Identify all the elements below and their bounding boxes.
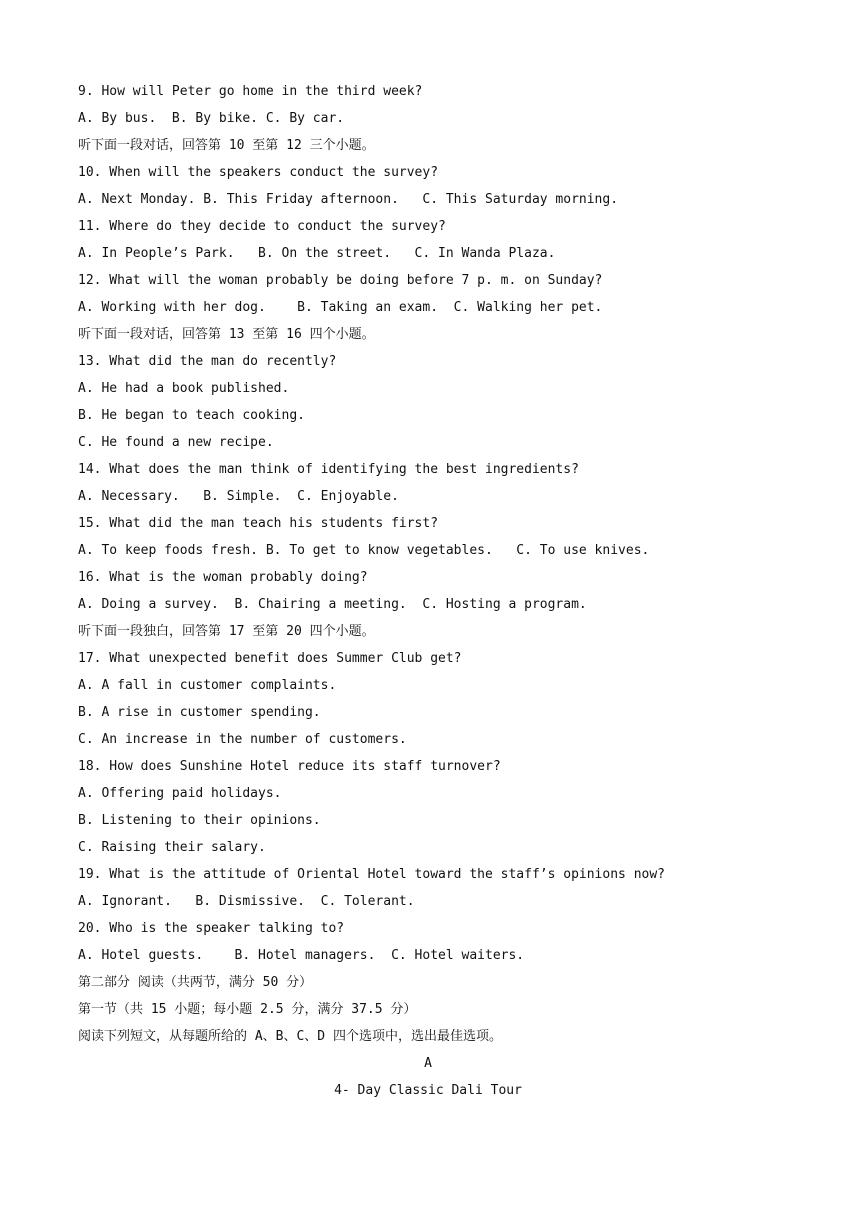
- option-line: B. A rise in customer spending.: [78, 705, 321, 720]
- section-line: 听下面一段对话，回答第 13 至第 16 四个小题。: [78, 327, 375, 342]
- exam-text: [78, 81, 798, 1107]
- instruction-line: 阅读下列短文，从每题所给的 A、B、C、D 四个选项中，选出最佳选项。: [78, 1029, 502, 1044]
- part-heading-line: 第二部分 阅读（共两节，满分 50 分）: [78, 975, 313, 990]
- options-line: A. Hotel guests. B. Hotel managers. C. Hotel waiters.: [78, 948, 525, 963]
- option-line: A. A fall in customer complaints.: [78, 678, 337, 693]
- passage-letter-line: A: [424, 1056, 432, 1071]
- option-line: A. Offering paid holidays.: [78, 786, 282, 801]
- question-line: 14. What does the man think of identifying the best ingredients?: [78, 462, 579, 477]
- options-line: A. Next Monday. B. This Friday afternoon. C. This Saturday morning.: [78, 192, 619, 207]
- option-line: A. He had a book published.: [78, 381, 290, 396]
- question-line: 17. What unexpected benefit does Summer Club get?: [78, 651, 462, 666]
- question-line: 12. What will the woman probably be doing before 7 p. m. on Sunday?: [78, 273, 603, 288]
- option-line: C. Raising their salary.: [78, 840, 266, 855]
- question-line: 10. When will the speakers conduct the survey?: [78, 165, 439, 180]
- option-line: C. He found a new recipe.: [78, 435, 274, 450]
- question-line: 20. Who is the speaker talking to?: [78, 921, 345, 936]
- question-line: 18. How does Sunshine Hotel reduce its staff turnover?: [78, 759, 501, 774]
- question-line: 9. How will Peter go home in the third week?: [78, 84, 423, 99]
- options-line: A. By bus. B. By bike. C. By car.: [78, 111, 345, 126]
- options-line: A. Working with her dog. B. Taking an exam. C. Walking her pet.: [78, 300, 603, 315]
- option-line: B. He began to teach cooking.: [78, 408, 305, 423]
- question-line: 16. What is the woman probably doing?: [78, 570, 368, 585]
- section-line: 听下面一段对话，回答第 10 至第 12 三个小题。: [78, 138, 375, 153]
- option-line: B. Listening to their opinions.: [78, 813, 321, 828]
- options-line: A. Doing a survey. B. Chairing a meeting. C. Hosting a program.: [78, 597, 587, 612]
- options-line: A. In People’s Park. B. On the street. C. In Wanda Plaza.: [78, 246, 556, 261]
- option-line: C. An increase in the number of customers.: [78, 732, 407, 747]
- options-line: A. Ignorant. B. Dismissive. C. Tolerant.: [78, 894, 415, 909]
- options-line: A. Necessary. B. Simple. C. Enjoyable.: [78, 489, 399, 504]
- section-heading-line: 第一节（共 15 小题；每小题 2.5 分，满分 37.5 分）: [78, 1002, 417, 1017]
- options-line: A. To keep foods fresh. B. To get to know vegetables. C. To use knives.: [78, 543, 650, 558]
- passage-title-line: 4- Day Classic Dali Tour: [334, 1083, 522, 1098]
- question-line: 19. What is the attitude of Oriental Hotel toward the staff’s opinions now?: [78, 867, 665, 882]
- question-line: 11. Where do they decide to conduct the survey?: [78, 219, 446, 234]
- question-line: 15. What did the man teach his students first?: [78, 516, 439, 531]
- question-line: 13. What did the man do recently?: [78, 354, 337, 369]
- section-line: 听下面一段独白，回答第 17 至第 20 四个小题。: [78, 624, 375, 639]
